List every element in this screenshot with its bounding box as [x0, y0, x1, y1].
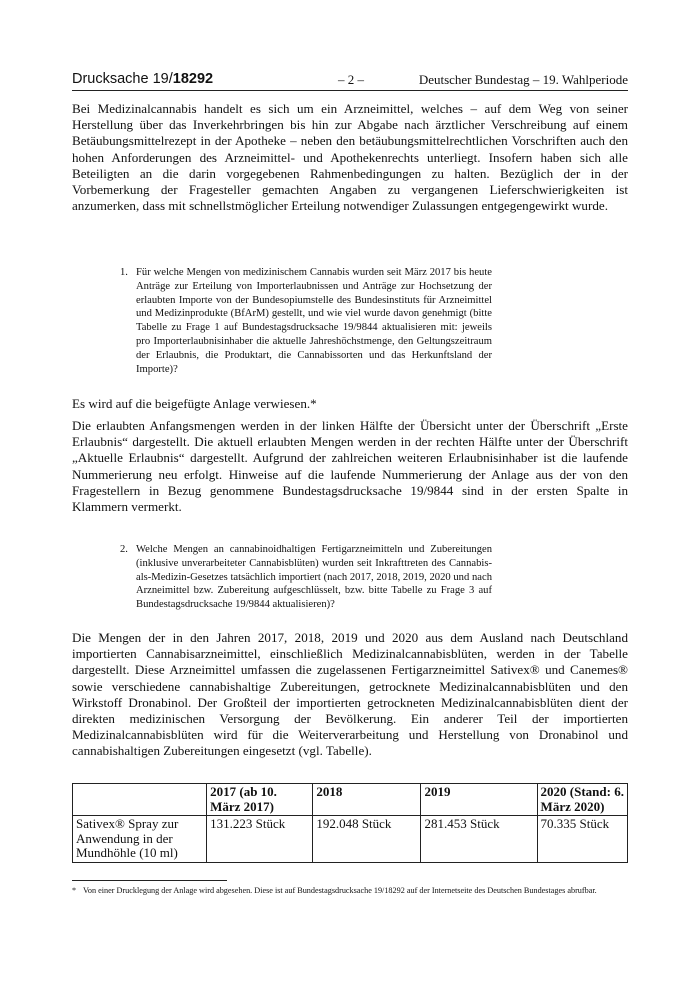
table-header-cell: [73, 784, 207, 816]
footnote: [72, 886, 628, 897]
footnote-marker: *: [72, 886, 77, 895]
page-number: – 2 –: [338, 72, 364, 87]
footnote-text: Von einer Drucklegung der Anlage wird abgesehen. Diese ist auf Bundestagsdrucksache 19/18292 auf der Internetseite des Deutschen Bundestages abrufbar.: [83, 886, 597, 895]
table-header-cell: [537, 784, 627, 816]
question-2-text: Welche Mengen an cannabinoidhaltigen Fertigarzneimitteln und Zubereitungen (inklusive unverarbeiteter Cannabisblüten) wurden seit Inkrafttreten des Cannabis-als-Medizin-Gesetzes tatsächlich importiert (nach 2017, 2018, 2019, 2020 und nach Arzneimittel bzw. Zubereitung aufgeschlüsselt, bzw. bitte Tabelle zu Frage 3 auf Bundestagsdrucksache 19/9844 aktualisieren)?: [136, 544, 492, 611]
table-cell: 192.048 Stück: [313, 816, 421, 863]
table-header-row: [73, 784, 628, 816]
question-1-text: Für welche Mengen von medizinischem Cannabis wurden seit März 2017 bis heute Anträge zur Erteilung von Importerlaubnissen und Anträge zur Hochsetzung der erlaubten Importe von der Bundesopiumstelle des Bundesinstituts für Arzneimittel und Medizinprodukte (BfArM) gestellt, und wie viel wurde davon genehmigt (bitte Tabelle zu Frage 1 auf Bundestagsdrucksache 19/9844 aktualisieren mit: jeweils pro Importerlaubnisinhaber die aktuelle Jahreshöchstmenge, den Geltungszeitraum der Erlaubnis, die Produktart, die Cannabissorten und das Herkunftsland der Importe)?: [136, 267, 492, 375]
answer-1-paragraph: Die erlaubten Anfangsmengen werden in der linken Hälfte der Übersicht unter der Überschrift „Erste Erlaubnis“ dargestellt. Die aktuell erlaubten Mengen werden in der rechten Hälfte unter der Überschrift „Aktuelle Erlaubnis“ dargestellt. Aufgrund der zahlreichen weiteren Erlaubnisinhaber ist die laufende Nummerierung neu erfolgt. Hinweise auf die laufende Nummerierung der Anlage aus der von den Fragestellern in Bezug genommene Bundestagsdrucksache 19/9844 sind in der ersten Spalte in Klammern vermerkt.: [72, 418, 628, 515]
document-label: Drucksache 19/: [72, 71, 173, 87]
document-number-value: 18292: [172, 71, 214, 87]
table-header-cell: 2018: [313, 784, 421, 816]
question-1: [120, 266, 492, 376]
intro-paragraph: Bei Medizinalcannabis handelt es sich um ein Arzneimittel, welches – auf dem Weg von seiner Herstellung über das Inverkehrbringen bis hin zur Abgabe nach ärztlicher Verschreibung auf einem Betäubungsmittelrezept in der Apotheke – neben den betäubungsmittelrechtlichen Vorschriften auch den hohen Anforderungen des Arzneimittel- und Apothekenrechts unterliegt. Insofern haben sich alle Beteiligten an die darin vorgegebenen Rahmenbedingungen zu halten. Bezüglich der in der Vorbemerkung der Fragesteller gemachten Angaben zu vergangenen Lieferschwierigkeiten ist anzumerken, dass mit schnellstmöglicher Erteilung notwendiger Zulassungen entgegengewirkt wurde.: [72, 101, 628, 214]
question-2: [120, 543, 492, 612]
table-cell: Sativex® Spray zur Anwendung in der Mundhöhle (10 ml): [73, 816, 207, 863]
table-cell: 70.335 Stück: [537, 816, 627, 863]
header-2017: 2017 (ab 10. März 2017): [210, 784, 277, 814]
footnote-divider: [72, 880, 227, 881]
question-2-number: 2.: [120, 544, 128, 555]
table-cell: 281.453 Stück: [421, 816, 537, 863]
import-table: [72, 783, 628, 863]
answer-1-reference: Es wird auf die beigefügte Anlage verwiesen.*: [72, 396, 317, 411]
table-header-cell: [207, 784, 313, 816]
table-row: [73, 816, 628, 863]
header-2020: 2020 (Stand: 6. März 2020): [540, 784, 624, 814]
document-number: [72, 71, 213, 87]
institution-label: Deutscher Bundestag – 19. Wahlperiode: [418, 72, 628, 87]
table-header-cell: 2019: [421, 784, 537, 816]
page-header: [72, 70, 628, 91]
question-1-number: 1.: [120, 267, 128, 278]
table-cell: 131.223 Stück: [207, 816, 313, 863]
answer-2-paragraph: Die Mengen der in den Jahren 2017, 2018, 2019 und 2020 aus dem Ausland nach Deutschland importierten Cannabisarzneimittel, einschließlich Medizinalcannabisblüten, werden in der Tabelle dargestellt. Diese Arzneimittel umfassen die zugelassenen Fertigarzneimittel Sativex® und Canemes® sowie verschiedene cannabishaltige Zubereitungen, getrocknete Medizinalcannabisblüten und den Wirkstoff Dronabinol. Der Großteil der importierten getrockneten Medizinalcannabisblüten dient der direkten medizinischen Versorgung der Bevölkerung. Ein anderer Teil der importierten Medizinalcannabisblüten wird für die Weiterverarbeitung und Herstellung von Dronabinol und cannabishaltigen Zubereitungen eingesetzt (vgl. Tabelle).: [72, 630, 628, 759]
